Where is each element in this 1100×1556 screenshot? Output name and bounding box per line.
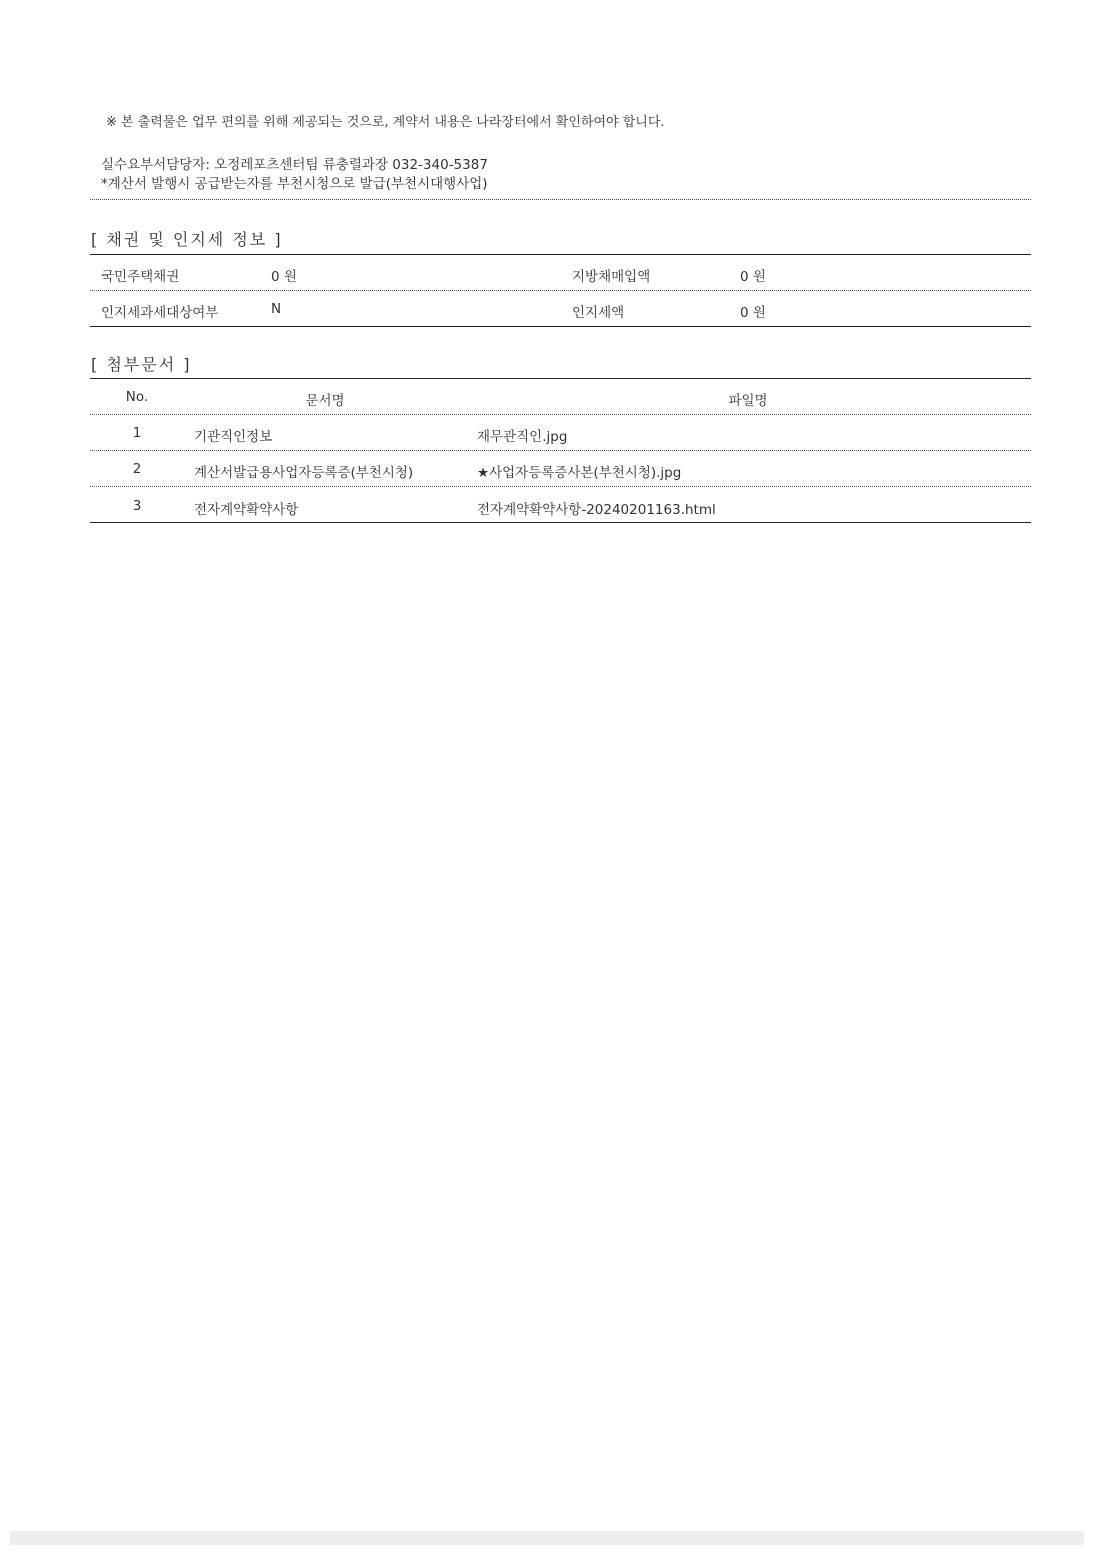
divider <box>90 199 1031 200</box>
bond-section-title: [ 채권 및 인지세 정보 ] <box>91 230 283 249</box>
section-top-rule <box>90 254 1031 255</box>
row-file-name[interactable]: 전자계약확약사항-20240201163.html <box>477 502 716 518</box>
header-doc-name: 문서명 <box>305 393 345 409</box>
row-no: 3 <box>132 498 142 514</box>
stamp-duty-target-value: N <box>271 301 282 317</box>
stamp-duty-amount-value: 0 원 <box>740 305 766 321</box>
row-divider <box>90 486 1031 487</box>
notice-text: ※ 본 출력물은 업무 편의를 위해 제공되는 것으로, 계약서 내용은 나라장터에서 확인하여야 합니다. <box>106 115 665 130</box>
contact-info <box>101 156 488 194</box>
section-bottom-rule <box>90 326 1031 327</box>
row-divider <box>90 290 1031 291</box>
row-divider <box>90 450 1031 451</box>
row-doc-name: 계산서발급용사업자등록증(부천시청) <box>194 465 414 481</box>
row-doc-name: 전자계약확약사항 <box>194 502 299 518</box>
row-no: 2 <box>132 461 142 477</box>
section-bottom-rule <box>90 522 1031 523</box>
local-bond-label: 지방채매입액 <box>572 269 651 285</box>
header-no: No. <box>125 389 149 405</box>
bond-label: 국민주택채권 <box>101 269 180 285</box>
row-doc-name: 기관직인정보 <box>194 429 273 445</box>
row-divider <box>90 414 1031 415</box>
stamp-duty-target-label: 인지세과세대상여부 <box>101 305 219 321</box>
stamp-duty-amount-label: 인지세액 <box>572 305 625 321</box>
row-file-name[interactable]: 재무관직인.jpg <box>477 429 568 445</box>
local-bond-value: 0 원 <box>740 269 766 285</box>
contact-line-1: 실수요부서담당자: 오정레포츠센터팀 류충렬과장 032-340-5387 <box>101 157 488 173</box>
bond-value: 0 원 <box>271 269 297 285</box>
row-no: 1 <box>132 425 142 441</box>
section-top-rule <box>90 378 1031 379</box>
header-file-name: 파일명 <box>728 393 768 409</box>
attachments-section-title: [ 첨부문서 ] <box>91 355 192 374</box>
row-file-name[interactable]: ★사업자등록증사본(부천시청).jpg <box>477 465 682 481</box>
scan-edge-bar <box>10 1531 1084 1545</box>
contact-line-2: *계산서 발행시 공급받는자를 부천시청으로 발급(부천시대행사업) <box>101 176 488 192</box>
